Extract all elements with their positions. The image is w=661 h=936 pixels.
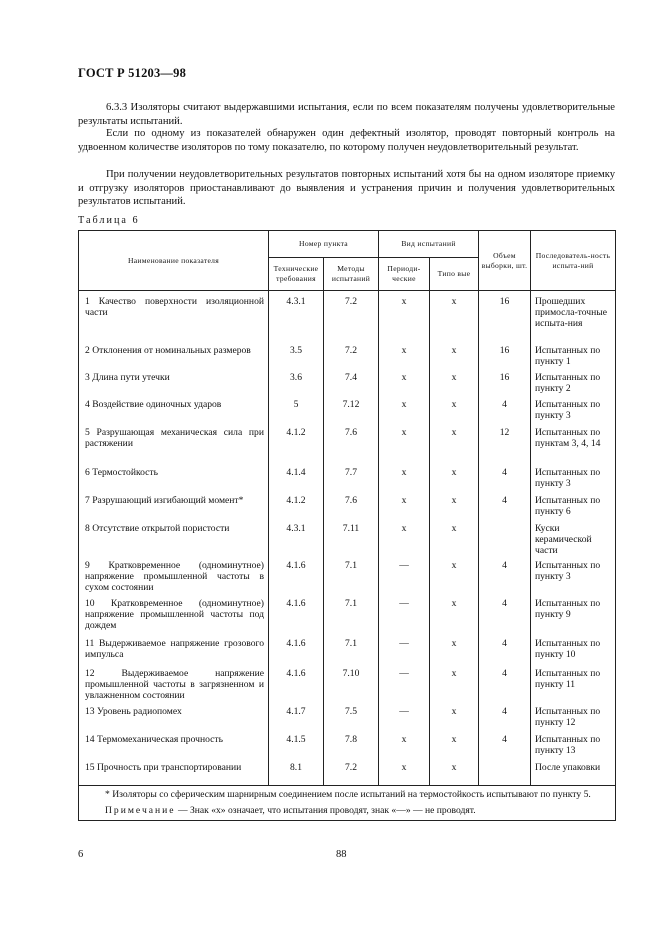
note-label: Примечание xyxy=(105,805,176,817)
table-row xyxy=(79,397,616,425)
cell-sequence: Испытанных по пункту 3 xyxy=(531,465,616,493)
cell-req: 4.1.2 xyxy=(269,425,324,465)
cell-periodic: — xyxy=(379,596,430,636)
table-footnote-row xyxy=(79,786,616,821)
cell-sequence: Испытанных по пункту 11 xyxy=(531,666,616,704)
cell-type: х xyxy=(430,465,479,493)
cell-sequence: Испытанных по пункту 3 xyxy=(531,397,616,425)
cell-name: 8 Отсутствие открытой пористости xyxy=(79,521,269,558)
table-row xyxy=(79,596,616,636)
cell-req: 3.6 xyxy=(269,370,324,397)
cell-method: 7.1 xyxy=(324,636,379,666)
cell-name: 15 Прочность при транспортировании xyxy=(79,760,269,786)
table-row xyxy=(79,521,616,558)
cell-type: х xyxy=(430,521,479,558)
cell-method: 7.11 xyxy=(324,521,379,558)
cell-method: 7.6 xyxy=(324,425,379,465)
cell-method: 7.2 xyxy=(324,760,379,786)
header-periodic: Периоди-ческие xyxy=(379,258,430,291)
cell-req: 8.1 xyxy=(269,760,324,786)
cell-name: 6 Термостойкость xyxy=(79,465,269,493)
cell-type: х xyxy=(430,558,479,596)
cell-sequence: Испытанных по пункту 1 xyxy=(531,343,616,370)
document-code: ГОСТ Р 51203—98 xyxy=(78,66,187,80)
cell-method: 7.2 xyxy=(324,343,379,370)
cell-name: 13 Уровень радиопомех xyxy=(79,704,269,732)
cell-sequence: Испытанных по пункту 2 xyxy=(531,370,616,397)
table-row xyxy=(79,370,616,397)
cell-periodic: х xyxy=(379,291,430,343)
table-row xyxy=(79,704,616,732)
table-row xyxy=(79,636,616,666)
cell-name: 10 Кратковременное (одноминутное) напряжение промышленной частоты под дождем xyxy=(79,596,269,636)
cell-type: х xyxy=(430,666,479,704)
table-row xyxy=(79,666,616,704)
test-table xyxy=(78,230,616,821)
cell-sample xyxy=(479,760,531,786)
header-tech-req: Технические требования xyxy=(269,258,324,291)
cell-req: 4.3.1 xyxy=(269,521,324,558)
table-row xyxy=(79,465,616,493)
footnote: * Изоляторы со сферическим шарнирным соединением после испытаний на термостойкость испытывают по пункту 5. xyxy=(105,789,591,800)
table-row xyxy=(79,558,616,596)
cell-method: 7.7 xyxy=(324,465,379,493)
cell-periodic: х xyxy=(379,397,430,425)
table-note xyxy=(83,805,611,816)
cell-type: х xyxy=(430,596,479,636)
cell-sample: 12 xyxy=(479,425,531,465)
cell-method: 7.8 xyxy=(324,732,379,760)
cell-sample: 16 xyxy=(479,291,531,343)
table-row xyxy=(79,291,616,343)
cell-name: 2 Отклонения от номинальных размеров xyxy=(79,343,269,370)
table-row xyxy=(79,760,616,786)
cell-sequence: Испытанных по пункту 12 xyxy=(531,704,616,732)
cell-type: х xyxy=(430,425,479,465)
cell-name: 4 Воздействие одиночных ударов xyxy=(79,397,269,425)
table-row xyxy=(79,343,616,370)
cell-type: х xyxy=(430,493,479,521)
cell-type: х xyxy=(430,636,479,666)
cell-periodic: — xyxy=(379,636,430,666)
cell-periodic: х xyxy=(379,343,430,370)
page-number-center: 88 xyxy=(336,849,347,860)
cell-method: 7.6 xyxy=(324,493,379,521)
cell-method: 7.12 xyxy=(324,397,379,425)
paragraph-repeat-control: Если по одному из показателей обнаружен один дефектный изолятор, проводят повторный контроль на удвоенном количестве изоляторов по тому показателю, по которому получен неудовлетворительный результат. xyxy=(78,128,615,153)
table-row xyxy=(79,732,616,760)
cell-method: 7.10 xyxy=(324,666,379,704)
cell-sample: 4 xyxy=(479,397,531,425)
cell-req: 4.1.2 xyxy=(269,493,324,521)
cell-sequence: После упаковки xyxy=(531,760,616,786)
cell-type: х xyxy=(430,343,479,370)
cell-periodic: х xyxy=(379,370,430,397)
note-text: — Знак «х» означает, что испытания проводят, знак «—» — не проводят. xyxy=(175,805,476,817)
cell-type: х xyxy=(430,732,479,760)
cell-method: 7.5 xyxy=(324,704,379,732)
header-name: Наименование показателя xyxy=(79,231,269,291)
cell-req: 4.1.6 xyxy=(269,636,324,666)
cell-sample xyxy=(479,521,531,558)
cell-sample: 4 xyxy=(479,465,531,493)
table-row xyxy=(79,425,616,465)
cell-sample: 4 xyxy=(479,596,531,636)
cell-method: 7.4 xyxy=(324,370,379,397)
cell-req: 4.1.5 xyxy=(269,732,324,760)
cell-method: 7.1 xyxy=(324,558,379,596)
cell-sample: 4 xyxy=(479,732,531,760)
cell-req: 4.1.6 xyxy=(269,596,324,636)
paragraph-6-3-3: 6.3.3 Изоляторы считают выдержавшими испытания, если по всем показателям получены удовлетворительные результаты испытаний. xyxy=(78,102,615,127)
cell-req: 4.1.7 xyxy=(269,704,324,732)
cell-name: 1 Качество поверхности изоляционной части xyxy=(79,291,269,343)
cell-periodic: — xyxy=(379,558,430,596)
cell-periodic: х xyxy=(379,465,430,493)
cell-type: х xyxy=(430,760,479,786)
cell-sample: 4 xyxy=(479,493,531,521)
cell-sequence: Куски керамической части xyxy=(531,521,616,558)
cell-req: 4.3.1 xyxy=(269,291,324,343)
table-row xyxy=(79,493,616,521)
cell-sequence: Прошедших примосла-точные испыта-ния xyxy=(531,291,616,343)
cell-periodic: — xyxy=(379,704,430,732)
cell-periodic: х xyxy=(379,760,430,786)
cell-sequence: Испытанных по пункту 10 xyxy=(531,636,616,666)
cell-method: 7.1 xyxy=(324,596,379,636)
header-sample: Объем выборки, шт. xyxy=(479,231,531,291)
cell-sample: 16 xyxy=(479,370,531,397)
header-type: Типо вые xyxy=(430,258,479,291)
cell-name: 7 Разрушающий изгибающий момент* xyxy=(79,493,269,521)
header-test-type: Вид испытаний xyxy=(379,231,479,258)
cell-name: 9 Кратковременное (одноминутное) напряжение промышленной частоты в сухом состоянии xyxy=(79,558,269,596)
cell-periodic: — xyxy=(379,666,430,704)
cell-periodic: х xyxy=(379,493,430,521)
cell-sample: 16 xyxy=(479,343,531,370)
cell-sample: 4 xyxy=(479,558,531,596)
cell-req: 4.1.4 xyxy=(269,465,324,493)
header-item-number: Номер пункта xyxy=(269,231,379,258)
cell-sequence: Испытанных по пункту 13 xyxy=(531,732,616,760)
cell-name: 12 Выдерживаемое напряжение промышленной частоты в загрязненном и увлажненном состоянии xyxy=(79,666,269,704)
cell-name: 11 Выдерживаемое напряжение грозового импульса xyxy=(79,636,269,666)
cell-periodic: х xyxy=(379,521,430,558)
cell-periodic: х xyxy=(379,425,430,465)
cell-name: 5 Разрушающая механическая сила при растяжении xyxy=(79,425,269,465)
cell-req: 5 xyxy=(269,397,324,425)
header-sequence: Последователь-ность испыта-ний xyxy=(531,231,616,291)
cell-sample: 4 xyxy=(479,666,531,704)
cell-periodic: х xyxy=(379,732,430,760)
table-caption: Таблица 6 xyxy=(78,215,140,226)
cell-type: х xyxy=(430,291,479,343)
cell-sequence: Испытанных по пункту 6 xyxy=(531,493,616,521)
cell-name: 3 Длина пути утечки xyxy=(79,370,269,397)
cell-req: 4.1.6 xyxy=(269,666,324,704)
cell-sequence: Испытанных по пунктам 3, 4, 14 xyxy=(531,425,616,465)
header-methods: Методы испытаний xyxy=(324,258,379,291)
cell-type: х xyxy=(430,370,479,397)
table-footnote-cell xyxy=(79,786,616,821)
cell-type: х xyxy=(430,704,479,732)
cell-type: х xyxy=(430,397,479,425)
cell-sequence: Испытанных по пункту 3 xyxy=(531,558,616,596)
cell-req: 4.1.6 xyxy=(269,558,324,596)
cell-req: 3.5 xyxy=(269,343,324,370)
cell-name: 14 Термомеханическая прочность xyxy=(79,732,269,760)
cell-sample: 4 xyxy=(479,636,531,666)
cell-sample: 4 xyxy=(479,704,531,732)
cell-method: 7.2 xyxy=(324,291,379,343)
page-number-left: 6 xyxy=(78,849,84,860)
cell-sequence: Испытанных по пункту 9 xyxy=(531,596,616,636)
paragraph-suspend-acceptance: При получении неудовлетворительных результатов повторных испытаний хотя бы на одном изоляторе приемку и отгрузку изоляторов приостанавливают до выявления и устранения причин и получения удовлетворительных результатов испытаний. xyxy=(78,169,615,208)
